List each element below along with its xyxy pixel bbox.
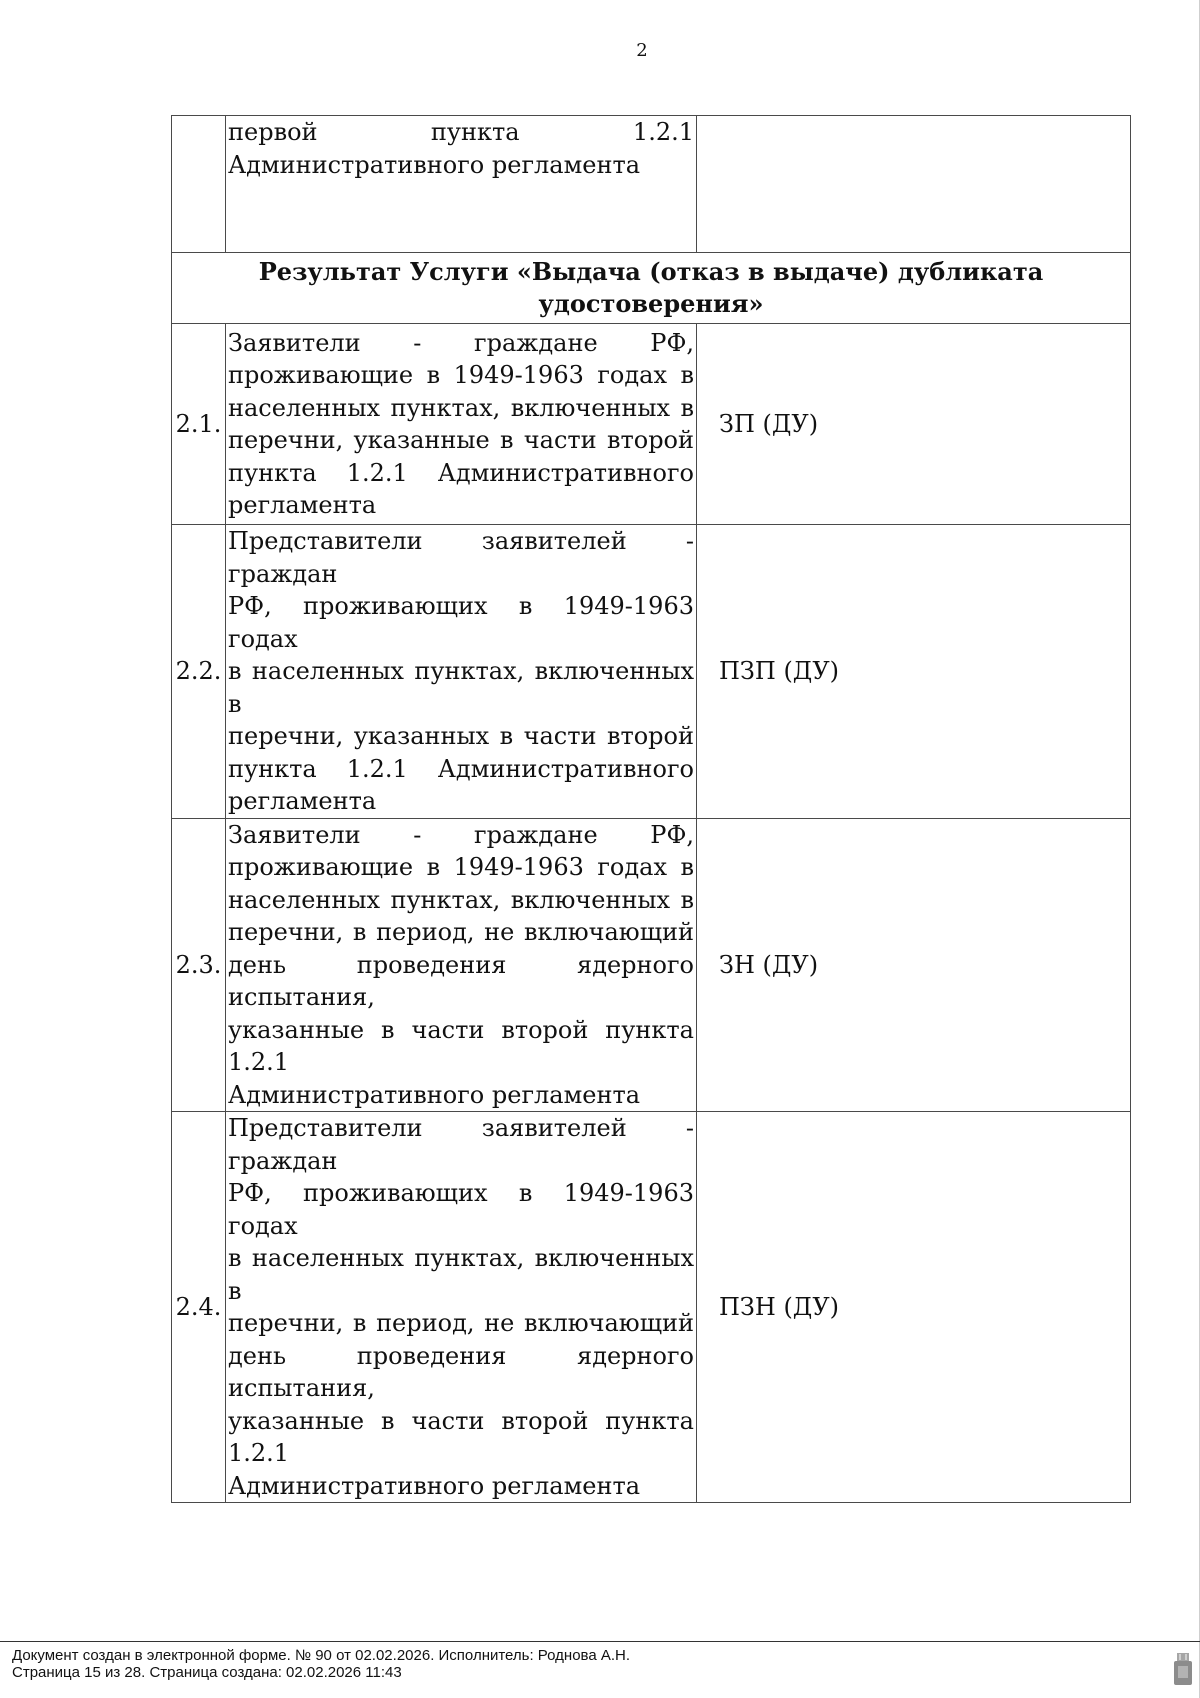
continuation-code-cell [697, 116, 1131, 253]
row-description [226, 818, 697, 1112]
continuation-text-cell [226, 116, 697, 253]
row-description-line: Административного регламента [228, 1080, 641, 1109]
row-description-line: Заявители - граждане РФ, [228, 328, 694, 357]
row-description-line: перечни, в период, не включающий [228, 918, 694, 946]
row-code: ПЗН (ДУ) [697, 1112, 1131, 1503]
row-description-line: Административного регламента [228, 1471, 641, 1500]
row-description-line: регламента [228, 491, 377, 519]
row-number: 2.1. [172, 324, 226, 525]
row-code: ПЗП (ДУ) [697, 525, 1131, 819]
continuation-line: Административного регламента [228, 150, 641, 179]
row-description-line: Представители заявителей - граждан [228, 527, 694, 588]
row-number: 2.2. [172, 525, 226, 819]
row-description-line: указанные в части второй пункта 1.2.1 [228, 1015, 694, 1076]
table-row [172, 1112, 1131, 1503]
section-row [172, 253, 1131, 324]
continuation-line: первой пункта 1.2.1 [228, 118, 694, 146]
continuation-num-cell [172, 116, 226, 253]
footer-line: Документ создан в электронной форме. № 90 от 02.02.2026. Исполнитель: Роднова А.Н. [12, 1647, 631, 1664]
table-row [172, 525, 1131, 819]
row-description-line: РФ, проживающих в 1949-1963 годах [228, 1179, 694, 1240]
document-footer [0, 1641, 1200, 1681]
page-number: 2 [636, 40, 648, 61]
row-code: ЗП (ДУ) [697, 324, 1131, 525]
row-description-line: населенных пунктах, включенных в [228, 885, 694, 914]
row-description-line: проживающие в 1949-1963 годах в [228, 853, 694, 881]
row-description-line: РФ, проживающих в 1949-1963 годах [228, 592, 694, 653]
row-description [226, 525, 697, 819]
row-description-line: перечни, указанных в части второй [228, 722, 694, 750]
row-description [226, 1112, 697, 1503]
row-number: 2.4. [172, 1112, 226, 1503]
row-description-line: в населенных пунктах, включенных в [228, 657, 694, 718]
continuation-row [172, 116, 1131, 253]
footer-line: Страница 15 из 28. Страница создана: 02.02.2026 11:43 [12, 1664, 402, 1681]
row-description-line: день проведения ядерного испытания, [228, 1341, 694, 1402]
row-description-line: день проведения ядерного испытания, [228, 950, 694, 1011]
row-number: 2.3. [172, 818, 226, 1112]
row-description-line: в населенных пунктах, включенных в [228, 1244, 694, 1305]
row-description-line: пункта 1.2.1 Административного [228, 754, 694, 783]
row-description [226, 324, 697, 525]
row-description-line: проживающие в 1949-1963 годах в [228, 361, 694, 389]
row-description-line: перечни, в период, не включающий [228, 1309, 694, 1337]
table-row [172, 818, 1131, 1112]
emblem-icon [1172, 1652, 1194, 1686]
document-table [171, 115, 1131, 1503]
footer-text [12, 1647, 630, 1681]
table-row [172, 324, 1131, 525]
row-description-line: населенных пунктах, включенных в [228, 393, 694, 422]
row-description-line: пункта 1.2.1 Административного [228, 458, 694, 487]
row-description-line: регламента [228, 787, 377, 815]
row-description-line: указанные в части второй пункта 1.2.1 [228, 1406, 694, 1467]
row-code: ЗН (ДУ) [697, 818, 1131, 1112]
row-description-line: перечни, указанные в части второй [228, 426, 694, 454]
row-description-line: Представители заявителей - граждан [228, 1114, 694, 1175]
section-title: Результат Услуги «Выдача (отказ в выдаче) дубликата удостоверения» [172, 253, 1131, 324]
row-description-line: Заявители - граждане РФ, [228, 820, 694, 849]
